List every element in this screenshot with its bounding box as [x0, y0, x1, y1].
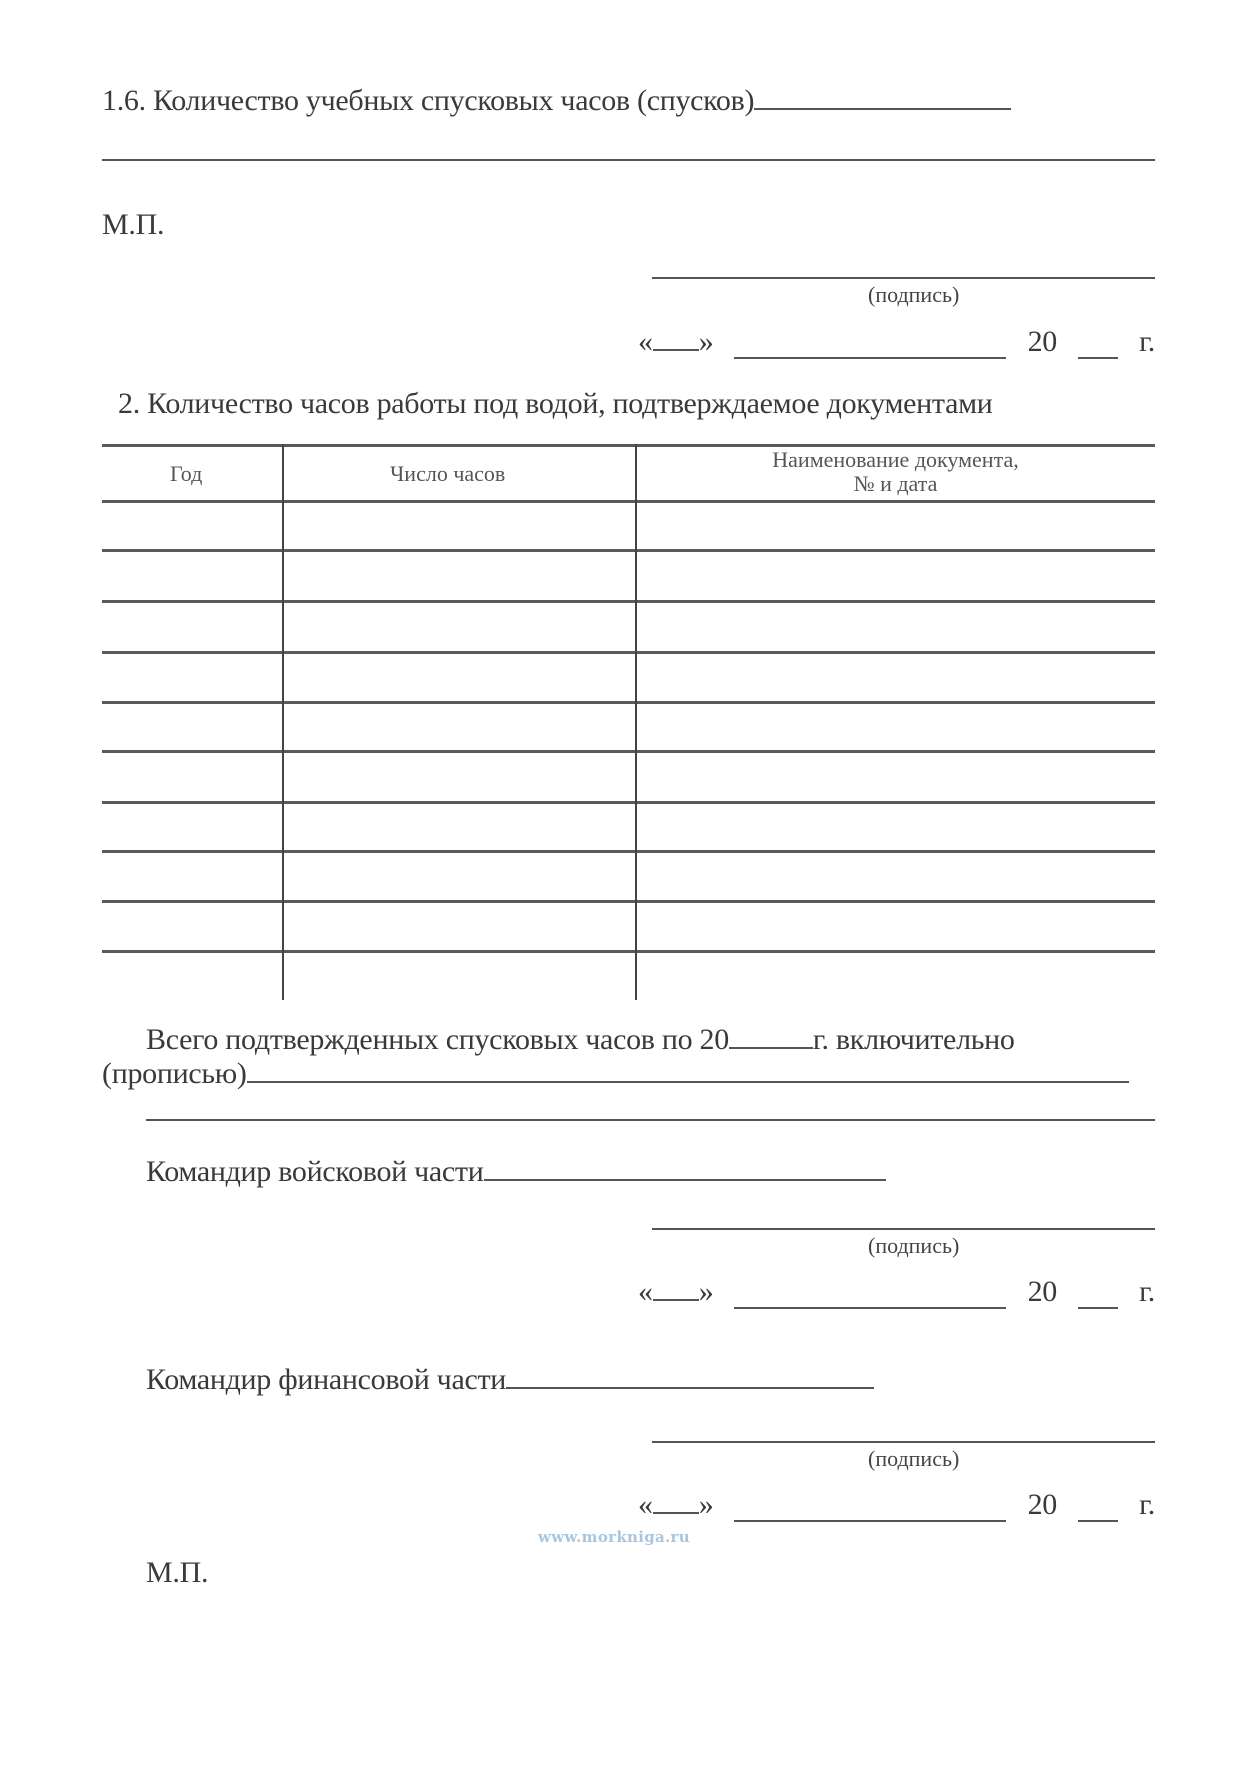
year-field-1[interactable] — [1078, 333, 1118, 359]
unit-commander-field[interactable] — [484, 1155, 886, 1181]
section-1-6-label: 1.6. Количество учебных спусковых часов (спусков) — [102, 84, 755, 117]
table-row[interactable] — [102, 701, 1155, 704]
year-field-2[interactable] — [1078, 1283, 1118, 1309]
table-row[interactable] — [102, 900, 1155, 903]
signature-line-2[interactable] — [652, 1228, 1155, 1230]
table-header-border — [102, 500, 1155, 503]
table-row[interactable] — [102, 549, 1155, 552]
watermark: www.morkniga.ru — [538, 1528, 690, 1546]
day-field-1[interactable] — [653, 325, 699, 351]
total-line-2: (прописью) — [102, 1057, 1129, 1091]
column-header-hours: Число часов — [390, 461, 506, 486]
signature-label-1: (подпись) — [868, 282, 960, 307]
year-field-3[interactable] — [1078, 1496, 1118, 1522]
month-field-1[interactable] — [734, 333, 1006, 359]
signature-line-3[interactable] — [652, 1441, 1155, 1443]
total-in-words-continuation[interactable] — [146, 1119, 1155, 1121]
finance-commander-row: Командир финансовой части — [146, 1363, 874, 1397]
finance-commander-field[interactable] — [506, 1363, 874, 1389]
month-field-2[interactable] — [734, 1283, 1006, 1309]
day-field-3[interactable] — [653, 1488, 699, 1514]
table-row[interactable] — [102, 850, 1155, 853]
table-row[interactable] — [102, 950, 1155, 953]
column-divider-1 — [282, 444, 284, 1000]
total-line-1: Всего подтвержденных спусковых часов по 20 г. включительно — [146, 1023, 1015, 1056]
date-row-3: « » 20 г. — [638, 1488, 1155, 1521]
column-header-document: Наименование документа, № и дата — [772, 447, 1019, 496]
unit-commander-row: Командир войсковой части — [146, 1155, 886, 1189]
signature-label-2: (подпись) — [868, 1233, 960, 1258]
section-1-6-field[interactable] — [754, 84, 1011, 110]
stamp-place-bottom: М.П. — [146, 1556, 209, 1589]
column-header-year: Год — [170, 461, 203, 486]
column-divider-2 — [635, 444, 637, 1000]
signature-line-1[interactable] — [652, 277, 1155, 279]
day-field-2[interactable] — [653, 1275, 699, 1301]
date-row-2: « » 20 г. — [638, 1275, 1155, 1308]
section-1-6-row — [102, 84, 1011, 118]
total-in-words-field[interactable] — [247, 1057, 1129, 1083]
stamp-place-top: М.П. — [102, 208, 165, 241]
total-year-field[interactable] — [729, 1023, 813, 1049]
table-row[interactable] — [102, 651, 1155, 654]
section-1-6-field-continuation[interactable] — [102, 159, 1155, 161]
table-row[interactable] — [102, 750, 1155, 753]
signature-label-3: (подпись) — [868, 1446, 960, 1471]
table-row[interactable] — [102, 801, 1155, 804]
date-row-1: « » 20 г. — [638, 325, 1155, 358]
month-field-3[interactable] — [734, 1496, 1006, 1522]
section-2-heading: 2. Количество часов работы под водой, подтверждаемое документами — [118, 387, 993, 420]
table-row[interactable] — [102, 600, 1155, 603]
